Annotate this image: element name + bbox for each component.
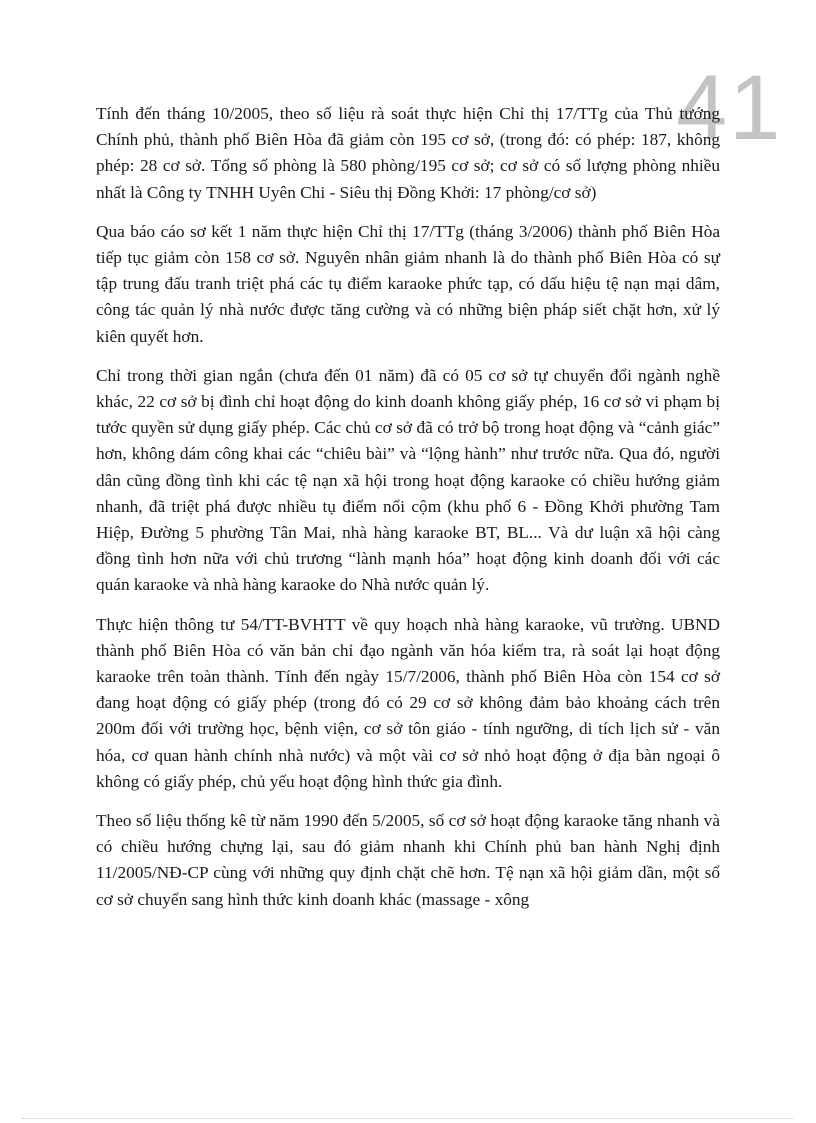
paragraph-2: Qua báo cáo sơ kết 1 năm thực hiện Chỉ thị 17/TTg (tháng 3/2006) thành phố Biên Hòa tiếp tục giảm còn 158 cơ sở. Nguyên nhân giảm nhanh là do thành phố Biên Hòa có sự tập trung đấu tranh triệt phá các tụ điểm karaoke phức tạp, có dấu hiệu tệ nạn mại dâm, công tác quản lý nhà nước được tăng cường và có những biện pháp siết chặt hơn, xử lý kiên quyết hơn. — [96, 221, 720, 346]
paragraph-1: Tính đến tháng 10/2005, theo số liệu rà soát thực hiện Chỉ thị 17/TTg của Thủ tướng Chính phủ, thành phố Biên Hòa đã giảm còn 195 cơ sở, (trong đó: có phép: 187, không phép: 28 cơ sở. Tổng số phòng là 580 phòng/195 cơ sở; cơ sở có số lượng phòng nhiều nhất là Công ty TNHH Uyên Chi - Siêu thị Đồng Khởi: 17 phòng/cơ sở) — [96, 104, 720, 202]
document-body — [96, 101, 720, 926]
page-number: 41 — [676, 57, 783, 159]
paragraph-5: Theo số liệu thống kê từ năm 1990 đến 5/2005, số cơ sở hoạt động karaoke tăng nhanh và có chiều hướng chựng lại, sau đó giảm nhanh khi Chính phủ ban hành Nghị định 11/2005/NĐ-CP cùng với những quy định chặt chẽ hơn. Tệ nạn xã hội giảm dần, một số cơ sở chuyển sang hình thức kinh doanh khác (massage - xông — [96, 811, 720, 909]
paragraph-3: Chỉ trong thời gian ngắn (chưa đến 01 năm) đã có 05 cơ sở tự chuyển đổi ngành nghề khác, 22 cơ sở bị đình chỉ hoạt động do kinh doanh không giấy phép, 16 cơ sở vi phạm bị tước quyền sử dụng giấy phép. Các chủ cơ sở đã có trở bộ trong hoạt động và “cảnh giác” hơn, không dám công khai các “chiêu bài” và “lộng hành” như trước nữa. Qua đó, người dân cũng đồng tình khi các tệ nạn xã hội trong hoạt động karaoke có chiều hướng giảm nhanh, đã triệt phá được nhiều tụ điểm nổi cộm (khu phố 6 - Đồng Khởi phường Tam Hiệp, Đường 5 phường Tân Mai, nhà hàng karaoke BT, BL... Và dư luận xã hội càng đồng tình hơn nữa với chủ trương “lành mạnh hóa” hoạt động kinh doanh đối với các quán karaoke và nhà hàng karaoke do Nhà nước quản lý. — [96, 365, 720, 595]
paragraph-4: Thực hiện thông tư 54/TT-BVHTT về quy hoạch nhà hàng karaoke, vũ trường. UBND thành phố Biên Hòa có văn bản chỉ đạo ngành văn hóa kiểm tra, rà soát lại hoạt động karaoke trên toàn thành. Tính đến ngày 15/7/2006, thành phố Biên Hòa còn 154 cơ sở đang hoạt động có giấy phép (trong đó có 29 cơ sở không đảm bảo khoảng cách trên 200m đối với trường học, bệnh viện, cơ sở tôn giáo - tính ngưỡng, di tích lịch sử - văn hóa, cơ quan hành chính nhà nước) và một vài cơ sở nhỏ hoạt động ở địa bàn ngoại ô không có giấy phép, chủ yếu hoạt động hình thức gia đình. — [96, 614, 720, 791]
page-bottom-divider — [22, 1118, 794, 1119]
